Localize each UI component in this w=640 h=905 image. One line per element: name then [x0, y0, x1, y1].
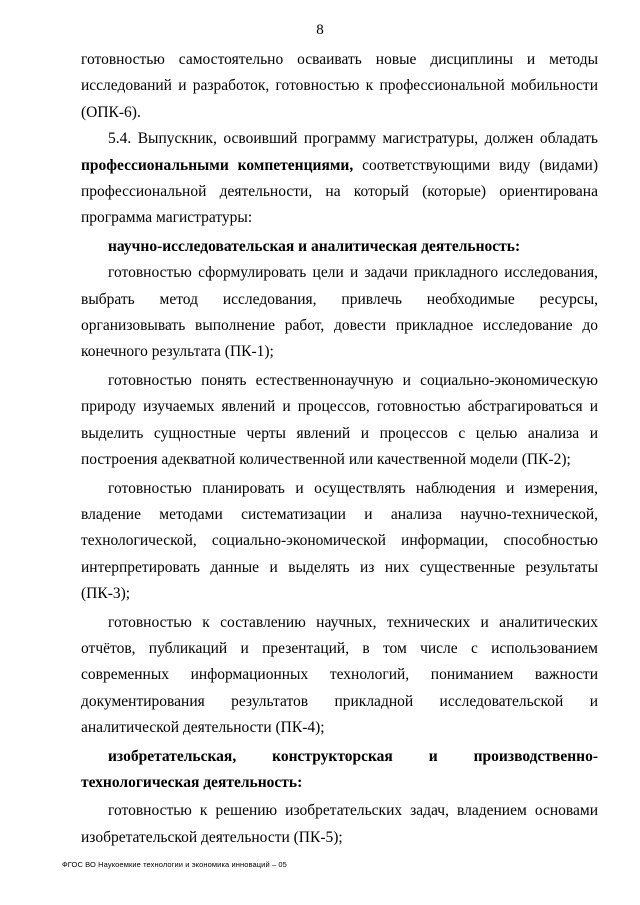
paragraph-pk1: готовностью сформулировать цели и задачи прикладного исследования, выбрать метод исследования, привлечь необходимые ресурсы, организовывать выполнение работ, довести прикладное исследование до конечного результата (ПК-1); — [81, 264, 598, 361]
paragraph-pk2: готовностью понять естественнонаучную и социально-экономическую природу изучаемых явлений и процессов, готовностью абстрагироваться и выделить сущностные черты явлений и процессов с целью анализа и построения адекватной количественной или качественной модели (ПК-2); — [81, 371, 598, 469]
document-body — [81, 47, 598, 851]
paragraph-opk6: готовностью самостоятельно осваивать новые дисциплины и методы исследований и разработок, готовностью к профессиональной мобильности (ОПК-6). — [81, 51, 598, 121]
paragraph-pk5: готовностью к решению изобретательских задач, владением основами изобретательской деятельности (ПК-5); — [81, 802, 598, 846]
paragraph-5-4-start: 5.4. Выпускник, освоивший программу магистратуры, должен обладать — [108, 130, 598, 148]
heading-research-analytical: научно-исследовательская и аналитическая деятельность: — [108, 237, 521, 255]
paragraph-5-4-bold: профессиональными компетенциями, — [81, 156, 354, 174]
footer-standard-title: ФГОС ВО Наукоемкие технологии и экономика инноваций – 05 — [62, 860, 287, 869]
heading-inventive-design: изобретательская, конструкторская и производственно-технологическая деятельность: — [81, 747, 598, 791]
paragraph-pk3: готовностью планировать и осуществлять наблюдения и измерения, владение методами систематизации и анализа научно-технической, технологической, социально-экономической информации, способностью интерпретировать данные и выделять из них существенные результаты (ПК-3); — [81, 479, 598, 603]
page-number: 8 — [316, 22, 324, 38]
paragraph-5-4 — [81, 126, 598, 232]
paragraph-pk4: готовностью к составлению научных, технических и аналитических отчётов, публикаций и презентаций, в том числе с использованием современных информационных технологий, пониманием важности документирования результатов прикладной исследовательской и аналитической деятельности (ПК-4); — [81, 613, 598, 737]
paragraph-5-4-rest: соответствующими виду (видами) профессиональной деятельности, на который (которые) ориентирована программа магистратуры: — [81, 156, 599, 227]
